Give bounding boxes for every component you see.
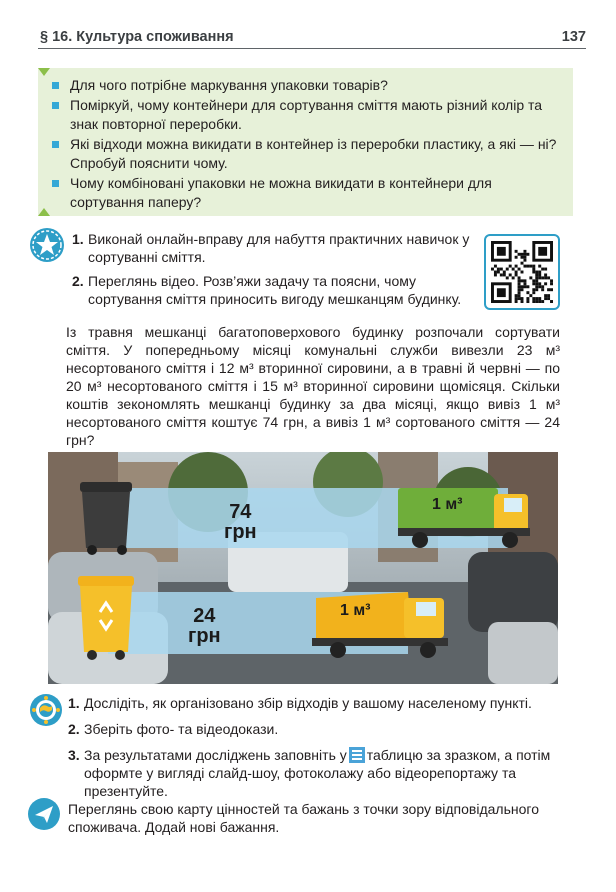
question-item: Поміркуй, чому контейнери для сортування сміття мають різний колір та знак повторної переробки. [52,96,564,134]
qr-code[interactable] [484,234,560,310]
recycling-illustration [48,452,558,684]
corner-marker-top [38,68,50,76]
page-number: 137 [561,29,586,45]
question-item: Які відходи можна викидати в контейнер із переробки пластику, а які — ні? Спробуй пояснити чому. [52,135,564,173]
activity-item: 1. Дослідіть, як організовано збір відходів у вашому населеному пункті. [68,695,532,711]
volume-bottom: 1 м³ [340,602,371,619]
star-icon [30,228,64,262]
question-item: Для чого потрібне маркування упаковки товарів? [52,76,564,95]
questions-box [38,68,573,216]
task-item: 1. Виконай онлайн-вправу для набуття практичних навичок у сортуванні сміття. [72,231,470,265]
price-bottom: 24 грн [188,605,221,647]
bullet-icon [52,82,59,89]
table-icon [349,747,365,763]
question-item: Чому комбіновані упаковки не можна викидати в контейнери для сортування паперу? [52,174,564,212]
research-activities [68,694,562,808]
question-list [52,76,564,213]
page-header [38,28,586,49]
section-title: § 16. Культура споживання [40,29,234,45]
corner-marker-bottom [38,208,50,216]
recycling-bin [78,576,134,660]
bullet-icon [52,180,59,187]
paper-plane-icon [28,798,60,830]
problem-text: Із травня мешканці багатоповерхового будинку розпочали сортувати сміття. У попередньому місяці комунальні служби вивезли 23 м³ несортованого сміття і 12 м³ вторинної сировини, а в травні й червні — по 20 м³ несортованого сміття і 15 м³ вторинної сировини щомісяця. Скільки коштів зекономлять мешканці будинку за два місяці, якщо вивіз 1 м³ несортованого сміття коштує 74 грн, а вивіз 1 м³ сортованого сміття — 24 грн? [66,324,560,448]
bullet-icon [52,141,59,148]
mixed-waste-bin [80,482,132,555]
bullet-icon [52,102,59,109]
price-top: 74 грн [224,501,257,543]
online-tasks [72,230,482,314]
final-note: Переглянь свою карту цінностей та бажань з точки зору відповідального споживача. Додай нові бажання. [68,801,539,835]
activity-item: 2. Зберіть фото- та відеодокази. [68,721,279,737]
globe-icon [30,694,62,726]
activity-item: 3. За результатами досліджень заповніть у таблицю за зразком, а потім оформте у вигляді слайд-шоу, фотоколажу або відеорепортажу та презентуйте. [68,747,551,799]
task-item: 2. Переглянь відео. Розв’яжи задачу та поясни, чому сортування сміття приносить вигоду мешканцям будинку. [72,273,462,307]
volume-top: 1 м³ [432,496,463,513]
